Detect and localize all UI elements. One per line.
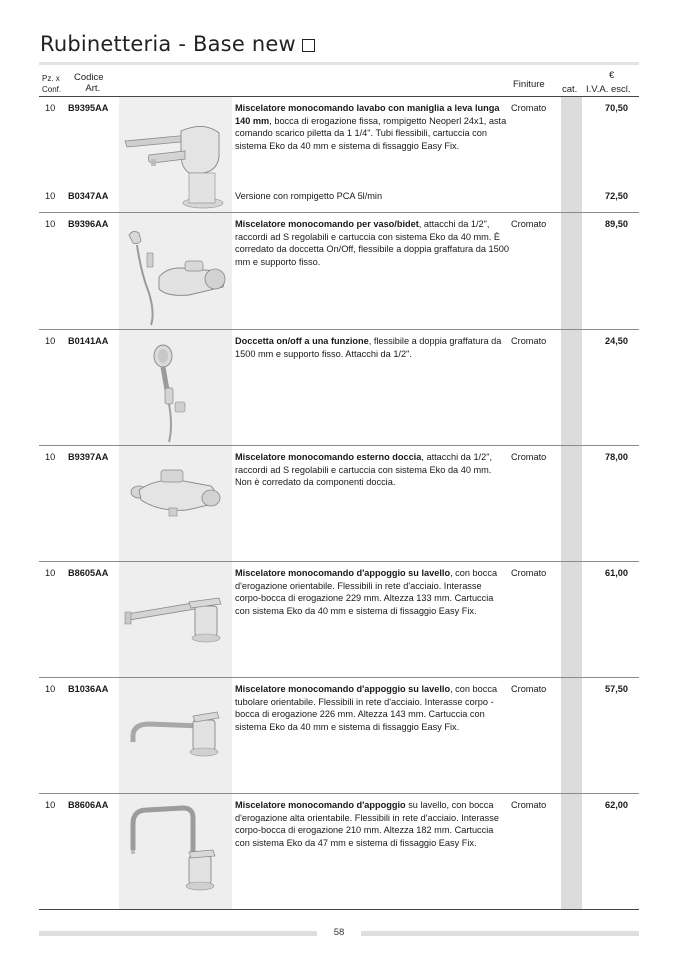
footer-bar-left	[39, 931, 317, 936]
table-row	[39, 330, 639, 446]
price: 70,50	[605, 103, 628, 113]
checkbox-square-icon	[302, 39, 315, 52]
finish: Cromato	[511, 103, 547, 113]
table-row	[39, 97, 639, 213]
header-codice: Codice Art.	[74, 72, 104, 94]
high-spout-sink-mixer-icon	[119, 794, 232, 910]
product-code: B1036AA	[68, 684, 109, 694]
qty: 10	[45, 219, 56, 229]
qty: 10	[45, 336, 56, 346]
header-cat: cat.	[562, 84, 578, 95]
hand-shower-icon	[119, 330, 232, 446]
product-code: B0141AA	[68, 336, 109, 346]
qty: 10	[45, 191, 56, 201]
price: 57,50	[605, 684, 628, 694]
header-finiture: Finiture	[513, 79, 545, 90]
sink-mixer-tubular-icon	[119, 678, 232, 794]
bidet-mixer-with-shower-icon	[119, 213, 232, 330]
table-row	[39, 562, 639, 678]
qty: 10	[45, 684, 56, 694]
page-number: 58	[333, 927, 345, 938]
price: 24,50	[605, 336, 628, 346]
product-code: B9396AA	[68, 219, 109, 229]
title-divider	[39, 62, 639, 65]
product-description: Doccetta on/off a una funzione, flessibile a doppia graffatura da 1500 mm e supporto fisso. Attacchi da 1/2".	[235, 336, 502, 359]
qty: 10	[45, 103, 56, 113]
finish: Cromato	[511, 568, 547, 578]
product-code: B8606AA	[68, 800, 109, 810]
price: 78,00	[605, 452, 628, 462]
qty: 10	[45, 800, 56, 810]
finish: Cromato	[511, 452, 547, 462]
table-subrow	[39, 185, 639, 205]
product-code: B9395AA	[68, 103, 109, 113]
price: 61,00	[605, 568, 628, 578]
finish: Cromato	[511, 336, 547, 346]
price: 72,50	[605, 191, 628, 201]
product-code: B9397AA	[68, 452, 109, 462]
product-code: B8605AA	[68, 568, 109, 578]
header-iva: I.V.A. escl.	[586, 84, 631, 95]
footer-bar-right	[361, 931, 639, 936]
product-description: Miscelatore monocomando per vaso/bidet, attacchi da 1/2", raccordi ad S regolabili e cartuccia con sistema Eko da 40 mm. È corredato da doccetta On/Off, flessibile a doppia graffatura da 1500 mm e supporto fisso.	[235, 219, 509, 267]
product-description: Miscelatore monocomando d'appoggio su lavello, con bocca d'erogazione orientabile. Flessibili in rete d'acciaio. Interasse corpo-bocca di erogazione 229 mm. Altezza 133 mm. Cartuccia con sistema Eko da 40 mm e sistema di fissaggio Easy Fix.	[235, 568, 498, 616]
table-row	[39, 213, 639, 330]
product-description: Miscelatore monocomando d'appoggio su lavello, con bocca d'erogazione alta orientabile. Flessibili in rete d'acciaio. Interasse corpo-bocca di erogazione 210 mm. Altezza 182 mm. Cartuccia con sistema Eko da 47 mm e sistema di fissaggio Easy Fix.	[235, 800, 499, 848]
page-title: Rubinetteria - Base new	[40, 32, 315, 56]
price: 89,50	[605, 219, 628, 229]
header-pz: Pz. x Conf.	[42, 74, 62, 94]
sink-mixer-icon	[119, 562, 232, 678]
table-row	[39, 678, 639, 794]
product-code: B0347AA	[68, 191, 109, 201]
table-row	[39, 794, 639, 910]
qty: 10	[45, 568, 56, 578]
finish: Cromato	[511, 684, 547, 694]
finish: Cromato	[511, 219, 547, 229]
product-description: Miscelatore monocomando d'appoggio su lavello, con bocca tubolare orientabile. Flessibili in rete d'acciaio. Interasse corpo - bocca di erogazione 226 mm. Altezza 143 mm. Cartuccia con sistema Eko da 40 mm e sistema di fissaggio Easy Fix.	[235, 684, 498, 732]
finish: Cromato	[511, 800, 547, 810]
table-row	[39, 446, 639, 562]
header-euro: €	[609, 70, 615, 81]
product-description: Miscelatore monocomando esterno doccia, attacchi da 1/2", raccordi ad S regolabili e cartuccia con sistema Eko da 40 mm. Non è corredato da componenti doccia.	[235, 452, 493, 488]
product-description: Miscelatore monocomando lavabo con maniglia a leva lunga 140 mm, bocca di erogazione fissa, rompigetto Neoperl 24x1, asta comando scarico piletta da 1 1/4". Tubi flessibili, cartuccia con sistema Eko da 40 mm e sistema di fissaggio Easy Fix.	[235, 103, 507, 151]
product-description: Versione con rompigetto PCA 5l/min	[235, 191, 383, 201]
qty: 10	[45, 452, 56, 462]
wall-shower-mixer-icon	[119, 446, 232, 562]
price: 62,00	[605, 800, 628, 810]
